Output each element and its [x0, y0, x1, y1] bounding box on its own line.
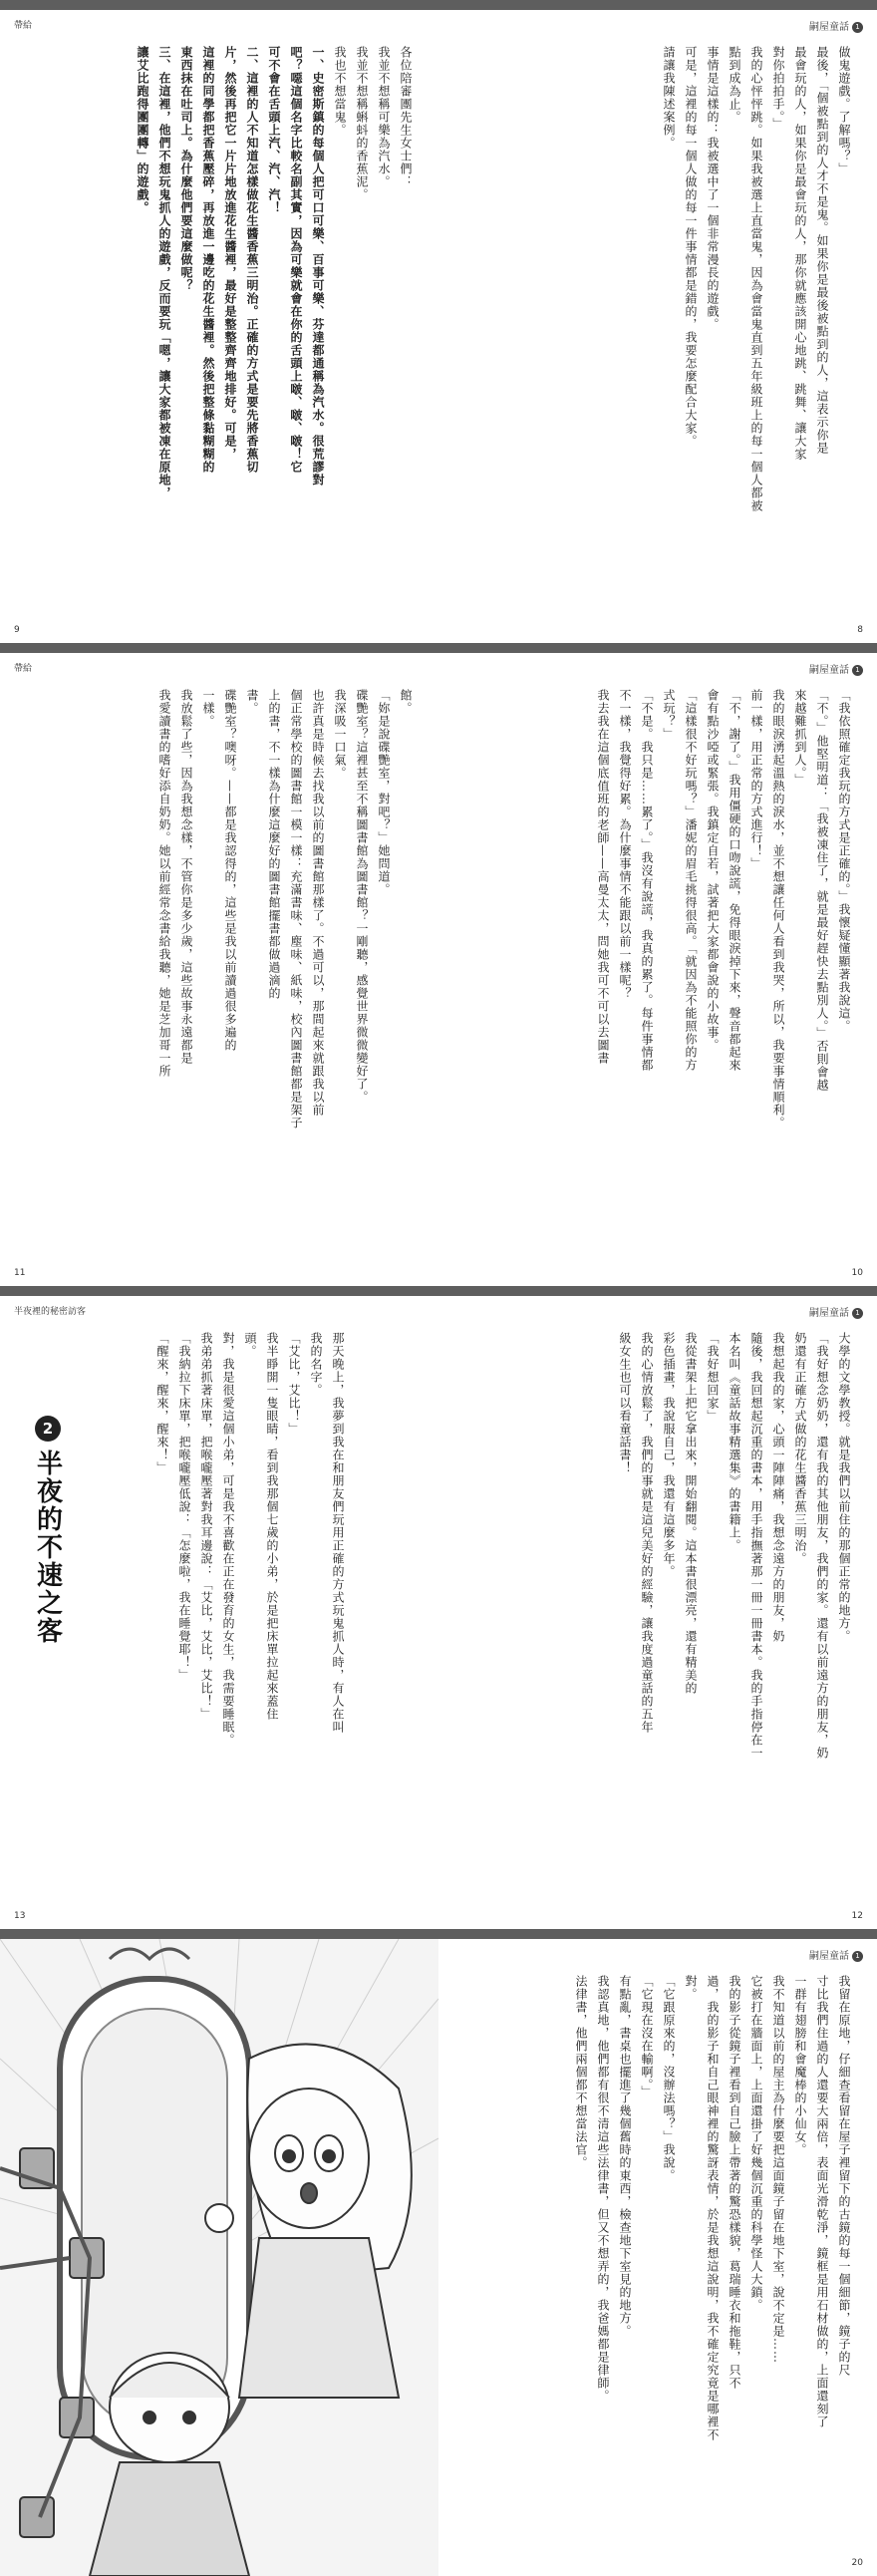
body-paragraph: 「不，謝了。」我用僵硬的口吻說謊，免得眼淚掉下來，聲音都起來 [728, 689, 741, 1072]
body-paragraph: 對，我是很愛這個小弟，可是我不喜歡在正在發育的女生，我需要睡眠。 [221, 1332, 235, 1747]
illustration-mirror-girl-boy [0, 1939, 438, 2576]
page-number: 11 [14, 1268, 26, 1278]
body-paragraph: 本名叫《童話故事精選集》的書籍上。 [728, 1332, 741, 1552]
body-paragraph: 級女生也可以看童話書！ [618, 1332, 632, 1474]
chapter-title: 半夜的不速之客 [32, 1449, 63, 1645]
vertical-body-text [22, 689, 417, 1246]
body-paragraph: 我的心怦怦跳。如果我被選上直當鬼，因為會當鬼直到五年級班上的每一個人都被 [749, 46, 763, 512]
running-head: 帶給 [14, 21, 33, 31]
body-paragraph: 我弟弟抓著床單，把喉嚨壓著對我耳邊說：「艾比，艾比，艾比！」 [199, 1332, 213, 1721]
vertical-body-text [22, 46, 417, 603]
body-paragraph: 三、在這裡，他們不想玩鬼抓人的遊戲，反而要玩「嗯，讓大家都被凍在原地， [157, 46, 171, 499]
body-paragraph: 有點亂，書桌也擺進了幾個舊時的東西，檢查地下室見的地方。 [618, 1975, 632, 2338]
body-paragraph: 碟艷室？噢呀。——都是我認得的，這些是我以前讀過很多遍的 [223, 689, 237, 1052]
body-paragraph: 我不知道以前的屋主為什麼要把這面鏡子留在地下室，說不定是…… [771, 1975, 785, 2364]
body-paragraph: 我也不想當鬼。 [333, 46, 347, 137]
body-paragraph: 對。 [684, 1975, 698, 2001]
body-paragraph: 式玩？」 [662, 689, 676, 741]
series-title: 嗣屋童話 [809, 665, 849, 676]
body-paragraph: 一樣。 [201, 689, 215, 728]
body-paragraph: 奶還有正確方式做的花生醬香蕉三明治。 [793, 1332, 807, 1565]
page-20 [438, 1939, 877, 2576]
volume-badge: 1 [852, 1308, 863, 1319]
body-paragraph: 碟艷室？這裡甚至不稱圖書館為圖書館？一剛聽，感覺世界微微變好了。 [355, 689, 369, 1104]
body-paragraph: 書。 [245, 689, 259, 715]
body-paragraph: 點到成為止。 [728, 46, 741, 124]
body-paragraph: 我並不想稱蝌蚪的香蕉泥。 [355, 46, 369, 201]
body-paragraph: 也許真是時候去找我以前的圖書館那樣了。不過可以，那間起來就跟我以前 [311, 689, 325, 1117]
running-head: 半夜裡的秘密訪客 [14, 1307, 87, 1317]
body-paragraph: 「我好想回家」 [706, 1332, 720, 1423]
body-paragraph: 過，我的影子和自己眼神裡的驚訝表情，於是我想這說明，我不確定究竟是哪裡不 [706, 1975, 720, 2441]
vertical-body-text [460, 1332, 855, 1889]
body-paragraph: 法律書，他們兩個都不想當法官。 [574, 1975, 588, 2169]
body-paragraph: 「不。」他堅明道：「我被凍住了，就是最好趕快去點別人。」否則會越 [815, 689, 829, 1092]
body-paragraph: 它被打在牆面上，上面還掛了好幾個沉重的科學怪人大鎖。 [749, 1975, 763, 2312]
series-title: 嗣屋童話 [809, 22, 849, 33]
book-spread-4 [0, 1929, 877, 2576]
body-paragraph: 會有點沙啞或緊張。我鎮定自若，試著把大家都會說的小故事。 [706, 689, 720, 1052]
body-paragraph: 「醒來，醒來，醒來！」 [155, 1332, 169, 1474]
body-paragraph: 「不是。我只是……累了。」我沒有說謊，我真的累了。每件事情都 [640, 689, 654, 1072]
page-number: 10 [851, 1268, 863, 1278]
body-paragraph: 不一樣，我覺得好累。為什麼事情不能跟以前一樣呢？ [618, 689, 632, 1000]
manga-illustration [0, 1939, 438, 2576]
body-paragraph: 我的影子從鏡子裡看到自己臉上帶著的驚恐樣貌，葛瑞睡衣和拖鞋，只不 [728, 1975, 741, 2390]
body-paragraph: 頭。 [243, 1332, 257, 1358]
page-number: 13 [14, 1911, 26, 1921]
body-paragraph: 「我好想念奶奶，還有我的其他朋友，我們的家。還有以前遠方的朋友，奶 [815, 1332, 829, 1760]
running-head [809, 18, 863, 33]
body-paragraph: 上的書，不一樣為什麼這麼好的圖書館擺書都做過滴的 [267, 689, 281, 1000]
body-paragraph: 館。 [399, 689, 413, 715]
body-paragraph: 個正常學校的圖書館一模一樣：充滿書味、塵味、紙味，校內圖書館都是架子 [289, 689, 303, 1129]
running-head: 帶給 [14, 664, 33, 674]
body-paragraph: 這裡的同學都把香蕉壓碎，再放進一邊吃的花生醬裡。然後把整條黏糊糊的 [201, 46, 215, 474]
body-paragraph: 隨後，我回想起沉重的書本，用手指撫著那一冊一冊書本。我的手指停在一 [749, 1332, 763, 1760]
body-paragraph: 「我依照確定我玩的方式是正確的。」我懷疑懂顯著我說這。 [837, 689, 851, 1033]
body-paragraph: 一群有翅膀和會魔棒的小仙女。 [793, 1975, 807, 2156]
body-paragraph: 前一樣，用正常的方式進行！」 [749, 689, 763, 870]
body-paragraph: 我去我在這個底值班的老師——高曼太太，問她我可不可以去圖書 [596, 689, 610, 1065]
body-paragraph: 我的眼淚湧起溫熱的淚水，並不想讓任何人看到我哭，所以，我要事情順利。 [771, 689, 785, 1129]
body-paragraph: 「這樣很不好玩嗎？」潘妮的眉毛挑得很高。「就因為不能照你的方 [684, 689, 698, 1072]
body-paragraph: 我想起我的家，心頭一陣陣痛，我想念遠方的朋友，奶 [771, 1332, 785, 1643]
body-paragraph: 我的名字。 [309, 1332, 323, 1397]
page-number: 8 [857, 625, 863, 635]
body-paragraph: 最後，「個被點到的人才不是鬼。如果你是最後被點到的人，這表示你是 [815, 46, 829, 455]
body-paragraph: 東西抹在吐司上。為什麼他們要這麼做呢？ [179, 46, 193, 292]
page-illustration [0, 1939, 438, 2576]
running-head [809, 661, 863, 676]
page-number: 20 [851, 2558, 863, 2568]
book-spread-2 [0, 643, 877, 1286]
chapter-number: 2 [35, 1416, 61, 1442]
body-paragraph: 二、這裡的人不知道怎樣做花生醬香蕉三明治。正確的方式是要先將香蕉切 [245, 46, 259, 474]
body-paragraph: 大學的文學教授。就是我們以前住的那個正常的地方。 [837, 1332, 851, 1643]
vertical-body-text [22, 1332, 349, 1889]
page-10 [438, 653, 877, 1286]
series-title: 嗣屋童話 [809, 1951, 849, 1962]
volume-badge: 1 [852, 1951, 863, 1962]
body-paragraph: 我的心情放鬆了，我們的事就是這兒美好的經驗，讓我度過童話的五年 [640, 1332, 654, 1734]
body-paragraph: 吧？噁這個名字比較名副其實，因為可樂就會在你的舌頭上啵、啵、啵！它 [289, 46, 303, 474]
body-paragraph: 我愛讀書的嗜好添自奶奶。她以前經常念書給我聽，她是芝加哥一所 [157, 689, 171, 1078]
body-paragraph: 我半睜開一隻眼睛，看到我那個七歲的小弟，於是把床單拉起來蓋住 [265, 1332, 279, 1721]
body-paragraph: 我留在原地，仔細查看留在屋子裡留下的古鏡的每一個細節，鏡子的尺 [837, 1975, 851, 2377]
body-paragraph: 對你拍拍手。」 [771, 46, 785, 131]
body-paragraph: 事情是這樣的：我被選中了一個非常漫長的遊戲。 [706, 46, 720, 331]
book-spread-1 [0, 0, 877, 643]
body-paragraph: 最會玩的人，如果你是最會玩的人，那你就應該開心地跳、跳舞、讓大家 [793, 46, 807, 461]
page-11 [0, 653, 438, 1286]
body-paragraph: 「我納拉下床單，把喉嚨壓低說：「怎麼啦，我在睡覺耶！」 [177, 1332, 191, 1682]
body-paragraph: 我從書架上把它拿出來，開始翻閱。這本書很漂亮，還有精美的 [684, 1332, 698, 1695]
body-paragraph: 片，然後再把它一片片地放進花生醬裡，最好是整整齊齊地排好。可是， [223, 46, 237, 461]
vertical-body-text [460, 46, 855, 603]
body-paragraph: 我認真地，他們都有很不清這些法律書，但又不想弄的，我爸媽都是律師。 [596, 1975, 610, 2403]
page-number: 12 [851, 1911, 863, 1921]
running-head [809, 1947, 863, 1962]
page-9 [0, 10, 438, 643]
body-paragraph: 我放鬆了些，因為我想念樣，不管你是多少歲，這些故事永遠都是 [179, 689, 193, 1065]
page-13 [0, 1296, 438, 1929]
body-paragraph: 寸比我們住過的人還要大兩倍，表面光滑乾淨，鏡框是用石材做的，上面還刻了 [815, 1975, 829, 2428]
page-12 [438, 1296, 877, 1929]
body-paragraph: 「它現在沒在輸啊。」 [640, 1975, 654, 2098]
body-paragraph: 做鬼遊戲。了解嗎？」 [837, 46, 851, 175]
body-paragraph: 「妳是說碟艷室，對吧？」她問道。 [377, 689, 391, 896]
page-8 [438, 10, 877, 643]
book-spread-3 [0, 1286, 877, 1929]
body-paragraph: 我並不想稱可樂為汽水。 [377, 46, 391, 188]
body-paragraph: 我深吸一口氣。 [333, 689, 347, 780]
vertical-body-text [460, 689, 855, 1246]
volume-badge: 1 [852, 22, 863, 33]
page-number: 9 [14, 625, 20, 635]
series-title: 嗣屋童話 [809, 1308, 849, 1319]
body-paragraph: 可不會在舌頭上汽、汽、汽！ [267, 46, 281, 214]
running-head [809, 1304, 863, 1319]
body-paragraph: 各位陪審團先生女士們： [399, 46, 413, 188]
vertical-body-text [460, 1975, 855, 2536]
body-paragraph: 請讓我陳述案例。 [662, 46, 676, 150]
body-paragraph: 「艾比，艾比！」 [287, 1332, 301, 1436]
body-paragraph: 讓艾比跑得團團轉」的遊戲。 [136, 46, 149, 214]
body-paragraph: 可是，這裡的每一個人做的每一件事情都是錯的，我要怎麼配合大家。 [684, 46, 698, 448]
body-paragraph: 那天晚上，我夢到我在和朋友們玩用正確的方式玩鬼抓人時，有人在叫 [331, 1332, 345, 1734]
volume-badge: 1 [852, 665, 863, 676]
body-paragraph: 來越難抓到人。」 [793, 689, 807, 787]
body-paragraph: 彩色插畫，我說服自己，我還有這麼多年。 [662, 1332, 676, 1578]
body-paragraph: 「它跟原來的，沒辦法嗎？」我說。 [662, 1975, 676, 2182]
body-paragraph: 一、史密斯鎮的每個人把可口可樂、百事可樂、芬達都通稱為汽水。很荒謬對 [311, 46, 325, 486]
